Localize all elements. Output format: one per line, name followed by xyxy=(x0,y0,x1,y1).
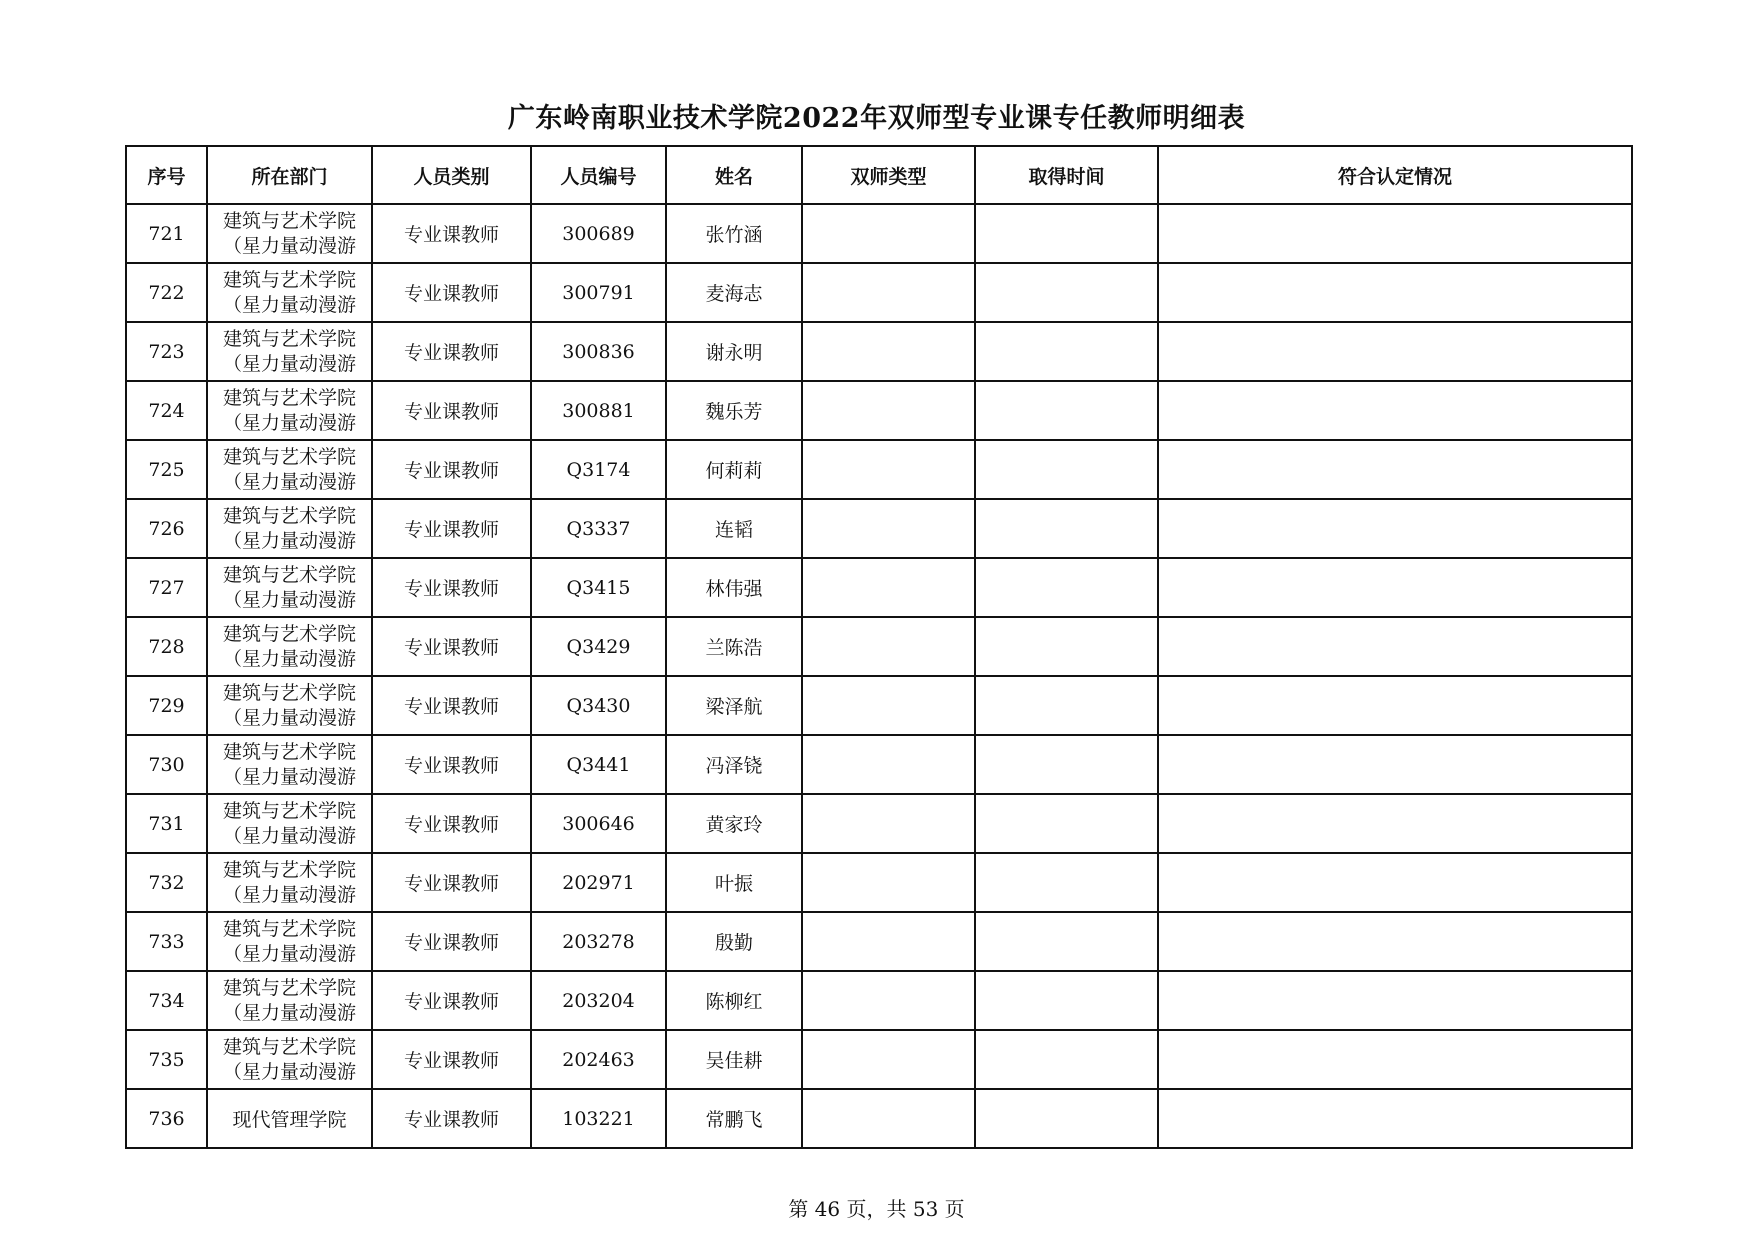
cell-certification-status xyxy=(1158,794,1632,853)
cell-acquired-date xyxy=(975,499,1158,558)
header-staff-id: 人员编号 xyxy=(531,146,666,204)
cell-serial: 726 xyxy=(126,499,207,558)
department-text xyxy=(208,383,371,438)
department-line: 建筑与艺术学院 xyxy=(222,977,356,999)
teacher-detail-table xyxy=(125,145,1633,1149)
cell-dual-teacher-type xyxy=(802,676,975,735)
department-line: （星力量动漫游 xyxy=(222,943,356,965)
cell-serial: 731 xyxy=(126,794,207,853)
cell-staff-id: 202971 xyxy=(531,853,666,912)
cell-certification-status xyxy=(1158,676,1632,735)
cell-department xyxy=(207,499,372,558)
cell-acquired-date xyxy=(975,735,1158,794)
cell-certification-status xyxy=(1158,735,1632,794)
department-text xyxy=(208,619,371,674)
cell-staff-id: 103221 xyxy=(531,1089,666,1148)
page-title: 广东岭南职业技术学院2022年双师型专业课专任教师明细表 xyxy=(507,103,1246,134)
department-text xyxy=(208,973,371,1028)
department-line: 现代管理学院 xyxy=(232,1108,347,1131)
department-text xyxy=(208,442,371,497)
cell-department xyxy=(207,263,372,322)
cell-acquired-date xyxy=(975,1089,1158,1148)
cell-staff-category: 专业课教师 xyxy=(372,1089,531,1148)
department-text xyxy=(208,324,371,379)
cell-serial: 728 xyxy=(126,617,207,676)
cell-acquired-date xyxy=(975,912,1158,971)
cell-staff-id: Q3337 xyxy=(531,499,666,558)
department-text xyxy=(208,678,371,733)
cell-staff-category: 专业课教师 xyxy=(372,322,531,381)
department-line: 建筑与艺术学院 xyxy=(222,859,356,881)
cell-certification-status xyxy=(1158,263,1632,322)
cell-name: 殷勤 xyxy=(666,912,802,971)
cell-staff-id: Q3174 xyxy=(531,440,666,499)
department-line: （星力量动漫游 xyxy=(222,235,356,257)
cell-serial: 730 xyxy=(126,735,207,794)
cell-department xyxy=(207,735,372,794)
cell-serial: 732 xyxy=(126,853,207,912)
cell-staff-id: Q3441 xyxy=(531,735,666,794)
department-line: （星力量动漫游 xyxy=(222,648,356,670)
department-text xyxy=(208,1032,371,1087)
department-text xyxy=(208,855,371,910)
cell-staff-id: 300881 xyxy=(531,381,666,440)
cell-serial: 724 xyxy=(126,381,207,440)
cell-dual-teacher-type xyxy=(802,499,975,558)
cell-department xyxy=(207,617,372,676)
department-line: （星力量动漫游 xyxy=(222,1002,356,1024)
department-line: （星力量动漫游 xyxy=(222,589,356,611)
cell-staff-category: 专业课教师 xyxy=(372,676,531,735)
cell-name: 常鹏飞 xyxy=(666,1089,802,1148)
cell-name: 梁泽航 xyxy=(666,676,802,735)
table-row xyxy=(126,676,1632,735)
table-row xyxy=(126,558,1632,617)
cell-serial: 723 xyxy=(126,322,207,381)
cell-acquired-date xyxy=(975,558,1158,617)
cell-name: 何莉莉 xyxy=(666,440,802,499)
cell-staff-category: 专业课教师 xyxy=(372,1030,531,1089)
cell-acquired-date xyxy=(975,617,1158,676)
department-line: 建筑与艺术学院 xyxy=(222,446,356,468)
department-text xyxy=(208,914,371,969)
cell-acquired-date xyxy=(975,676,1158,735)
cell-name: 魏乐芳 xyxy=(666,381,802,440)
cell-staff-category: 专业课教师 xyxy=(372,853,531,912)
cell-department xyxy=(207,853,372,912)
table-body xyxy=(126,204,1632,1148)
cell-department xyxy=(207,676,372,735)
cell-acquired-date xyxy=(975,853,1158,912)
cell-name: 兰陈浩 xyxy=(666,617,802,676)
department-line: （星力量动漫游 xyxy=(222,530,356,552)
cell-certification-status xyxy=(1158,381,1632,440)
department-line: 建筑与艺术学院 xyxy=(222,269,356,291)
department-line: （星力量动漫游 xyxy=(222,825,356,847)
header-dual-teacher-type: 双师类型 xyxy=(802,146,975,204)
cell-serial: 729 xyxy=(126,676,207,735)
department-line: （星力量动漫游 xyxy=(222,1061,356,1083)
cell-acquired-date xyxy=(975,322,1158,381)
table-row xyxy=(126,440,1632,499)
cell-department xyxy=(207,381,372,440)
table-row xyxy=(126,381,1632,440)
department-line: （星力量动漫游 xyxy=(222,884,356,906)
table-row xyxy=(126,794,1632,853)
header-acquired-date: 取得时间 xyxy=(975,146,1158,204)
cell-dual-teacher-type xyxy=(802,735,975,794)
cell-dual-teacher-type xyxy=(802,794,975,853)
table-row xyxy=(126,912,1632,971)
department-text xyxy=(208,206,371,261)
cell-staff-id: Q3415 xyxy=(531,558,666,617)
department-text xyxy=(208,796,371,851)
department-line: 建筑与艺术学院 xyxy=(222,800,356,822)
header-serial: 序号 xyxy=(126,146,207,204)
cell-certification-status xyxy=(1158,912,1632,971)
cell-dual-teacher-type xyxy=(802,440,975,499)
cell-department xyxy=(207,558,372,617)
table-header-row xyxy=(126,146,1632,204)
cell-department xyxy=(207,440,372,499)
cell-acquired-date xyxy=(975,440,1158,499)
department-line: （星力量动漫游 xyxy=(222,294,356,316)
cell-staff-id: 203204 xyxy=(531,971,666,1030)
cell-staff-id: 300646 xyxy=(531,794,666,853)
cell-staff-category: 专业课教师 xyxy=(372,204,531,263)
department-line: （星力量动漫游 xyxy=(222,766,356,788)
cell-serial: 722 xyxy=(126,263,207,322)
cell-serial: 733 xyxy=(126,912,207,971)
cell-dual-teacher-type xyxy=(802,1030,975,1089)
cell-serial: 727 xyxy=(126,558,207,617)
cell-staff-category: 专业课教师 xyxy=(372,735,531,794)
cell-acquired-date xyxy=(975,263,1158,322)
department-text xyxy=(208,560,371,615)
cell-certification-status xyxy=(1158,204,1632,263)
cell-serial: 736 xyxy=(126,1089,207,1148)
cell-dual-teacher-type xyxy=(802,853,975,912)
cell-certification-status xyxy=(1158,322,1632,381)
department-text xyxy=(208,1093,371,1145)
department-line: 建筑与艺术学院 xyxy=(222,623,356,645)
header-department: 所在部门 xyxy=(207,146,372,204)
cell-dual-teacher-type xyxy=(802,381,975,440)
table-row xyxy=(126,1030,1632,1089)
cell-staff-category: 专业课教师 xyxy=(372,794,531,853)
department-line: （星力量动漫游 xyxy=(222,471,356,493)
cell-name: 谢永明 xyxy=(666,322,802,381)
cell-staff-id: 300836 xyxy=(531,322,666,381)
cell-dual-teacher-type xyxy=(802,971,975,1030)
cell-acquired-date xyxy=(975,1030,1158,1089)
cell-dual-teacher-type xyxy=(802,558,975,617)
cell-dual-teacher-type xyxy=(802,617,975,676)
cell-department xyxy=(207,204,372,263)
cell-serial: 734 xyxy=(126,971,207,1030)
cell-name: 林伟强 xyxy=(666,558,802,617)
cell-staff-id: Q3429 xyxy=(531,617,666,676)
cell-acquired-date xyxy=(975,381,1158,440)
cell-staff-category: 专业课教师 xyxy=(372,381,531,440)
cell-staff-category: 专业课教师 xyxy=(372,617,531,676)
table-row xyxy=(126,263,1632,322)
table-row xyxy=(126,617,1632,676)
department-line: （星力量动漫游 xyxy=(222,412,356,434)
department-line: 建筑与艺术学院 xyxy=(222,210,356,232)
department-text xyxy=(208,265,371,320)
department-line: 建筑与艺术学院 xyxy=(222,387,356,409)
cell-acquired-date xyxy=(975,794,1158,853)
department-line: 建筑与艺术学院 xyxy=(222,564,356,586)
cell-staff-id: 203278 xyxy=(531,912,666,971)
table-row xyxy=(126,735,1632,794)
department-line: （星力量动漫游 xyxy=(222,353,356,375)
cell-staff-id: 300791 xyxy=(531,263,666,322)
cell-certification-status xyxy=(1158,971,1632,1030)
cell-serial: 721 xyxy=(126,204,207,263)
cell-name: 叶振 xyxy=(666,853,802,912)
cell-name: 吴佳耕 xyxy=(666,1030,802,1089)
cell-dual-teacher-type xyxy=(802,322,975,381)
cell-name: 张竹涵 xyxy=(666,204,802,263)
page-footer: 第 46 页，共 53 页 xyxy=(788,1197,965,1221)
header-name: 姓名 xyxy=(666,146,802,204)
cell-name: 黄家玲 xyxy=(666,794,802,853)
cell-dual-teacher-type xyxy=(802,204,975,263)
cell-acquired-date xyxy=(975,971,1158,1030)
cell-department xyxy=(207,971,372,1030)
cell-staff-category: 专业课教师 xyxy=(372,558,531,617)
department-line: 建筑与艺术学院 xyxy=(222,1036,356,1058)
table-row xyxy=(126,499,1632,558)
cell-staff-category: 专业课教师 xyxy=(372,971,531,1030)
cell-department xyxy=(207,794,372,853)
department-text xyxy=(208,737,371,792)
cell-dual-teacher-type xyxy=(802,1089,975,1148)
cell-certification-status xyxy=(1158,499,1632,558)
cell-department xyxy=(207,322,372,381)
cell-certification-status xyxy=(1158,617,1632,676)
table-row xyxy=(126,322,1632,381)
cell-certification-status xyxy=(1158,1030,1632,1089)
department-line: 建筑与艺术学院 xyxy=(222,328,356,350)
cell-acquired-date xyxy=(975,204,1158,263)
header-certification-status: 符合认定情况 xyxy=(1158,146,1632,204)
cell-staff-id: Q3430 xyxy=(531,676,666,735)
cell-staff-category: 专业课教师 xyxy=(372,440,531,499)
table-row xyxy=(126,204,1632,263)
cell-department xyxy=(207,1030,372,1089)
cell-dual-teacher-type xyxy=(802,263,975,322)
cell-name: 陈柳红 xyxy=(666,971,802,1030)
cell-certification-status xyxy=(1158,1089,1632,1148)
cell-name: 冯泽铙 xyxy=(666,735,802,794)
cell-staff-id: 202463 xyxy=(531,1030,666,1089)
department-line: 建筑与艺术学院 xyxy=(222,741,356,763)
department-line: 建筑与艺术学院 xyxy=(222,918,356,940)
cell-certification-status xyxy=(1158,853,1632,912)
department-line: 建筑与艺术学院 xyxy=(222,682,356,704)
cell-serial: 725 xyxy=(126,440,207,499)
cell-staff-category: 专业课教师 xyxy=(372,263,531,322)
cell-department xyxy=(207,1089,372,1148)
cell-certification-status xyxy=(1158,558,1632,617)
department-line: （星力量动漫游 xyxy=(222,707,356,729)
cell-staff-id: 300689 xyxy=(531,204,666,263)
department-text xyxy=(208,501,371,556)
cell-staff-category: 专业课教师 xyxy=(372,912,531,971)
table-row xyxy=(126,853,1632,912)
cell-staff-category: 专业课教师 xyxy=(372,499,531,558)
cell-serial: 735 xyxy=(126,1030,207,1089)
cell-certification-status xyxy=(1158,440,1632,499)
table-row xyxy=(126,1089,1632,1148)
cell-dual-teacher-type xyxy=(802,912,975,971)
cell-department xyxy=(207,912,372,971)
department-line: 建筑与艺术学院 xyxy=(222,505,356,527)
header-staff-category: 人员类别 xyxy=(372,146,531,204)
cell-name: 连韬 xyxy=(666,499,802,558)
table-row xyxy=(126,971,1632,1030)
cell-name: 麦海志 xyxy=(666,263,802,322)
